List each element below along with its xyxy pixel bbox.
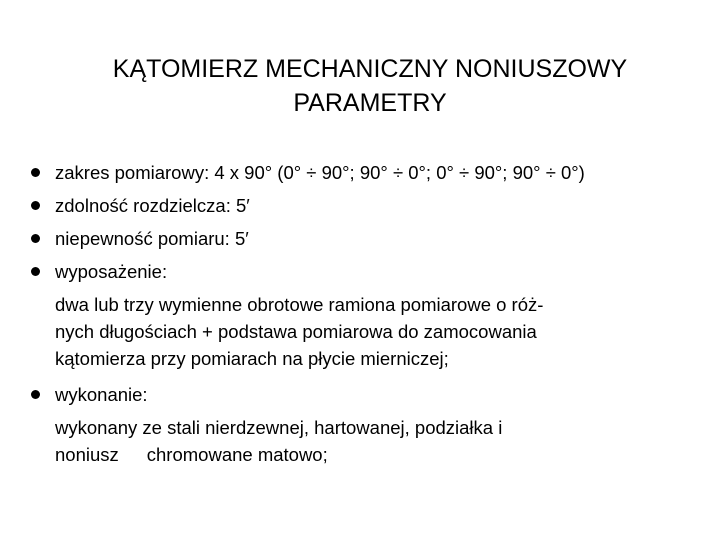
detail-line-2 [55,441,687,468]
title-line-1: KĄTOMIERZ MECHANICZNY NONIUSZOWY [112,55,628,83]
detail-line: nych długościach + podstawa pomiarowa do zamocowania [55,321,537,342]
bullet-icon [31,267,40,276]
list-item-wyposazenie [27,255,687,288]
title-line-2: PARAMETRY [293,89,447,117]
detail-text: chromowane matowo; [146,444,328,465]
bullet-icon [31,234,40,243]
wykonanie-detail [27,414,687,468]
list-item-zakres [27,156,687,189]
bullet-icon [31,201,40,210]
wyposazenie-detail [27,291,687,372]
list-item-niepewnosc [27,222,687,255]
bullet-icon [31,168,40,177]
slide-title [60,52,680,120]
list-item-wykonanie [27,378,687,411]
detail-line: wykonany ze stali nierdzewnej, hartowanej, podziałka i [55,417,503,438]
item-label: zakres pomiarowy: 4 x 90° (0° ÷ 90°; 90° ÷ 0°; 0° ÷ 90°; 90° ÷ 0°) [55,162,585,183]
item-label: zdolność rozdzielcza: 5′ [55,195,250,216]
detail-line: kątomierza przy pomiarach na płycie mierniczej; [55,348,449,369]
item-label: wyposażenie: [55,261,168,282]
item-label: wykonanie: [55,384,148,405]
bullet-icon [31,390,40,399]
parameter-list [27,156,687,474]
list-item-zdolnosc [27,189,687,222]
item-label: niepewność pomiaru: 5′ [55,228,249,249]
detail-line: dwa lub trzy wymienne obrotowe ramiona pomiarowe o róż- [55,294,544,315]
detail-text: noniusz [55,444,119,465]
